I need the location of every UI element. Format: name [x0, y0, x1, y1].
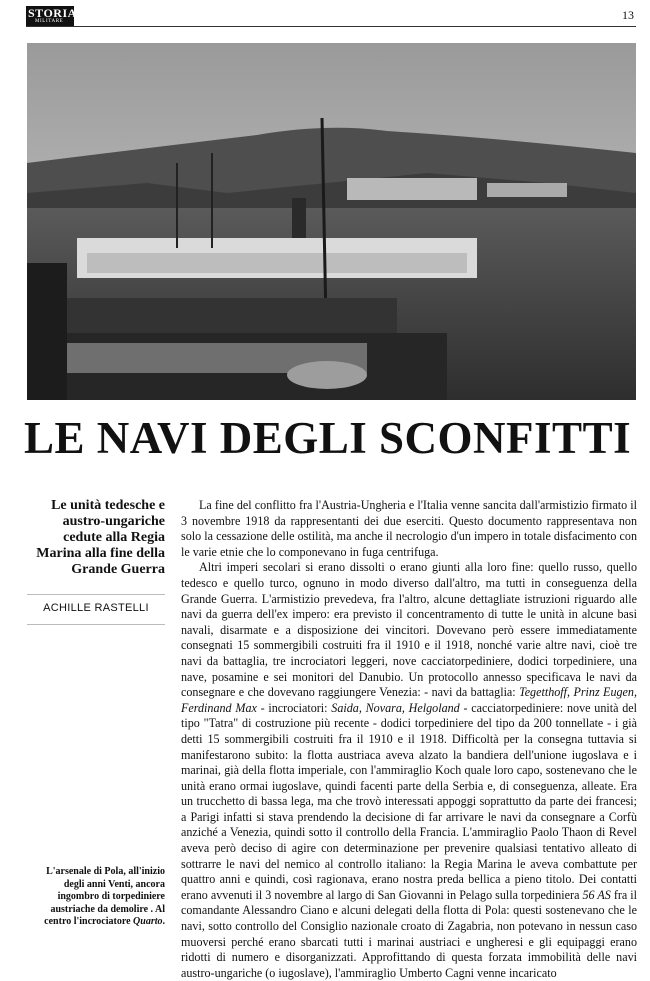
battleship-names: Tegetthoff, Prinz Eugen, Ferdinand Max: [181, 685, 637, 715]
page-number: 13: [622, 8, 634, 22]
header-rule: [26, 26, 636, 27]
article-body: [181, 498, 637, 981]
sidebar: [27, 498, 165, 578]
author-byline: ACHILLE RASTELLI: [43, 602, 149, 614]
dek: Le unità tedesche e austro-ungariche cedute alla Regia Marina alla fine della Grande Guerra: [36, 498, 165, 577]
photo-caption: [27, 866, 165, 929]
caption-ship-name: Quarto: [133, 916, 163, 927]
cruiser-names: Saida, Novara, Helgoland: [331, 700, 460, 715]
harbor-photo: [27, 43, 636, 400]
masthead-title: STORIA: [28, 6, 77, 20]
author-rule-bottom: [27, 624, 165, 625]
masthead-subtitle: MILITARE: [35, 19, 64, 24]
paragraph-2-part-a: Altri imperi secolari si erano dissolti o erano giunti alla loro fine: quello russo, quello tedesco e quello turco, ognuno in modo diverso dall'altro, ma tutti in conseguenza della Grande Guerra. L'armistizio prevedeva, fra l'altro, alcune dettagliate istruzioni riguardo alle navi da guerra dell'ex impero: era previsto il concentramento di tutte le unità in alcune basi navali, disarmate e a disposizione dei vincitori. Dovevano però essere immediatamente consegnati 15 sommergibili costruiti fra il 1910 e il 1918, nonché varie altre navi, cioè tre navi da battaglia, tre incrociatori leggeri, nove cacciatorpediniere, dodici torpediniere, una nave, posamine e sei monitori del Danubio. Un protocollo annesso specificava le navi da consegnare e che dovevano raggiungere Venezia: - navi da battaglia:: [181, 560, 637, 700]
paragraph-2: [181, 560, 637, 981]
masthead-logo: [26, 6, 77, 26]
paragraph-2-part-b: - incrociatori:: [256, 700, 332, 715]
author-rule-top: [27, 594, 165, 595]
caption-text: L'arsenale di Pola, all'inizio degli anni Venti, ancora ingombro di torpediniere austriache da demolire . Al centro l'incrociatore: [44, 866, 165, 927]
headline: LE NAVI DEGLI SCONFITTI: [24, 413, 632, 463]
paragraph-2-part-c: - cacciatorpediniere: nove unità del tipo "Tatra" di costruzione più recente - dodici torpediniere del tipo da 200 tonnellate - i già detti 15 sommergibili costruiti fra il 1910 e il 1918. Difficoltà per la consegna tuttavia si manifestarono subito: la flotta austriaca aveva alzato la bandiera dell'unione iugoslava e i marinai, già della flotta imperiale, con l'ammiraglio Koch quale loro capo, sostenevano che le unità erano ormai iugoslave, quindi facenti parte della Serbia e, di conseguenza, alleate. Era un trucchetto di bassa lega, ma che trovò interessati appoggi soprattutto da parte dei francesi; a Parigi infatti si stava prendendo la decisione di far arrivare le navi da consegnare a Corfù anziché a Venezia, quindi sotto il controllo della Francia. L'ammiraglio Paolo Thaon di Revel aveva però deciso di agire con determinazione per prevenire qualsiasi tentativo alleato di sottrarre le navi del nemico al controllo italiano: la Regia Marina le aveva combattute per quattro anni e quindi, così ragionava, erano nostra preda bellica a pieno titolo. Dei contatti erano avvenuti il 3 novembre al largo di San Giovanni in Pelago sulla torpediniera: [181, 700, 637, 902]
paragraph-1: La fine del conflitto fra l'Austria-Ungheria e l'Italia venne sancita dall'armistizio firmato il 3 novembre 1918 da rappresentanti dei due eserciti. Questo documento rappresentava non solo la cessazione delle ostilità, ma anche il necrologio d'un impero in totale disfacimento con le varie etnie che lo componevano in fuga centrifuga.: [181, 498, 637, 559]
caption-end: .: [162, 916, 165, 927]
paragraph-2-part-d: fra il comandante Alessandro Ciano e alcuni delegati della flotta di Pola: questi sostenevano che le navi, sotto controllo del Consiglio nazionale croato di Zagabria, non potevano in nessun caso muoversi perché erano sbarcati tutti i marinai austriaci e ungheresi e gli equipaggi erano ridotti di numero e disorganizzati. Approfittando di questa forzata immobilità delle navi austro-ungariche (o iugoslave), l'ammiraglio Umberto Cagni venne incaricato: [181, 887, 638, 980]
torpedo-boat-name: 56 AS: [582, 887, 611, 902]
